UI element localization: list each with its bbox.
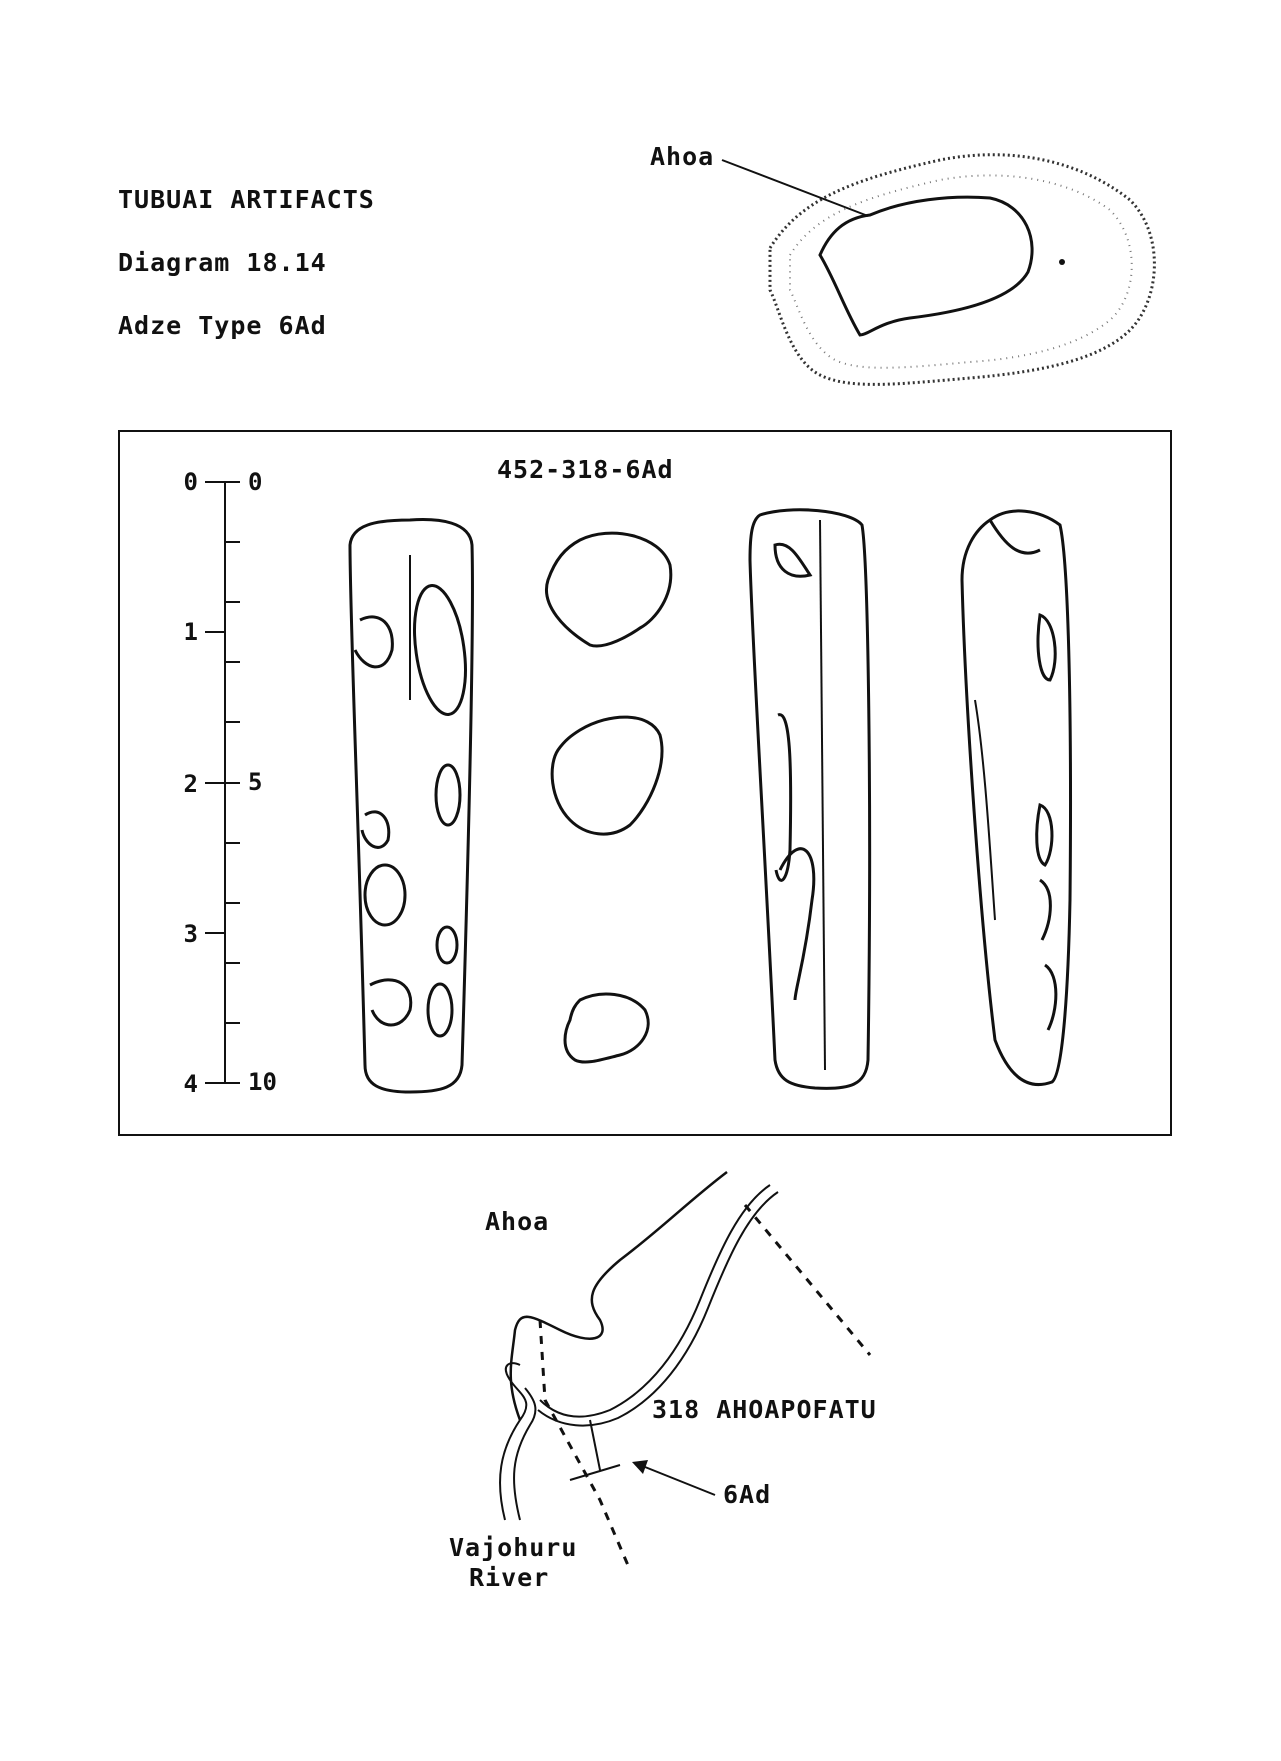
adze-type-label: Adze Type 6Ad bbox=[118, 311, 327, 340]
diagram-title: TUBUAI ARTIFACTS bbox=[118, 185, 375, 214]
specimen-id: 452-318-6Ad bbox=[497, 455, 674, 484]
scale-inch-3: 3 bbox=[183, 920, 198, 948]
scale-inch-4: 4 bbox=[183, 1070, 198, 1098]
site-road bbox=[540, 1185, 770, 1417]
diagram-number: Diagram 18.14 bbox=[118, 248, 327, 277]
scale-cm-0: 0 bbox=[248, 468, 263, 496]
scale-cm-10: 10 bbox=[248, 1068, 277, 1096]
scale-inch-2: 2 bbox=[183, 770, 198, 798]
scale-cm-5: 5 bbox=[248, 768, 263, 796]
scale-inch-1: 1 bbox=[183, 618, 198, 646]
island-ahoa-label: Ahoa bbox=[650, 142, 715, 171]
site-ahoa-label: Ahoa bbox=[485, 1207, 550, 1236]
site-318-label: 318 AHOAPOFATU bbox=[652, 1395, 877, 1424]
site-6ad-label: 6Ad bbox=[723, 1480, 772, 1509]
site-track-upper bbox=[745, 1205, 870, 1355]
scale-inch-0: 0 bbox=[183, 468, 198, 496]
river-name-line2: River bbox=[469, 1563, 550, 1592]
river-name-line1: Vajohuru bbox=[449, 1533, 578, 1562]
